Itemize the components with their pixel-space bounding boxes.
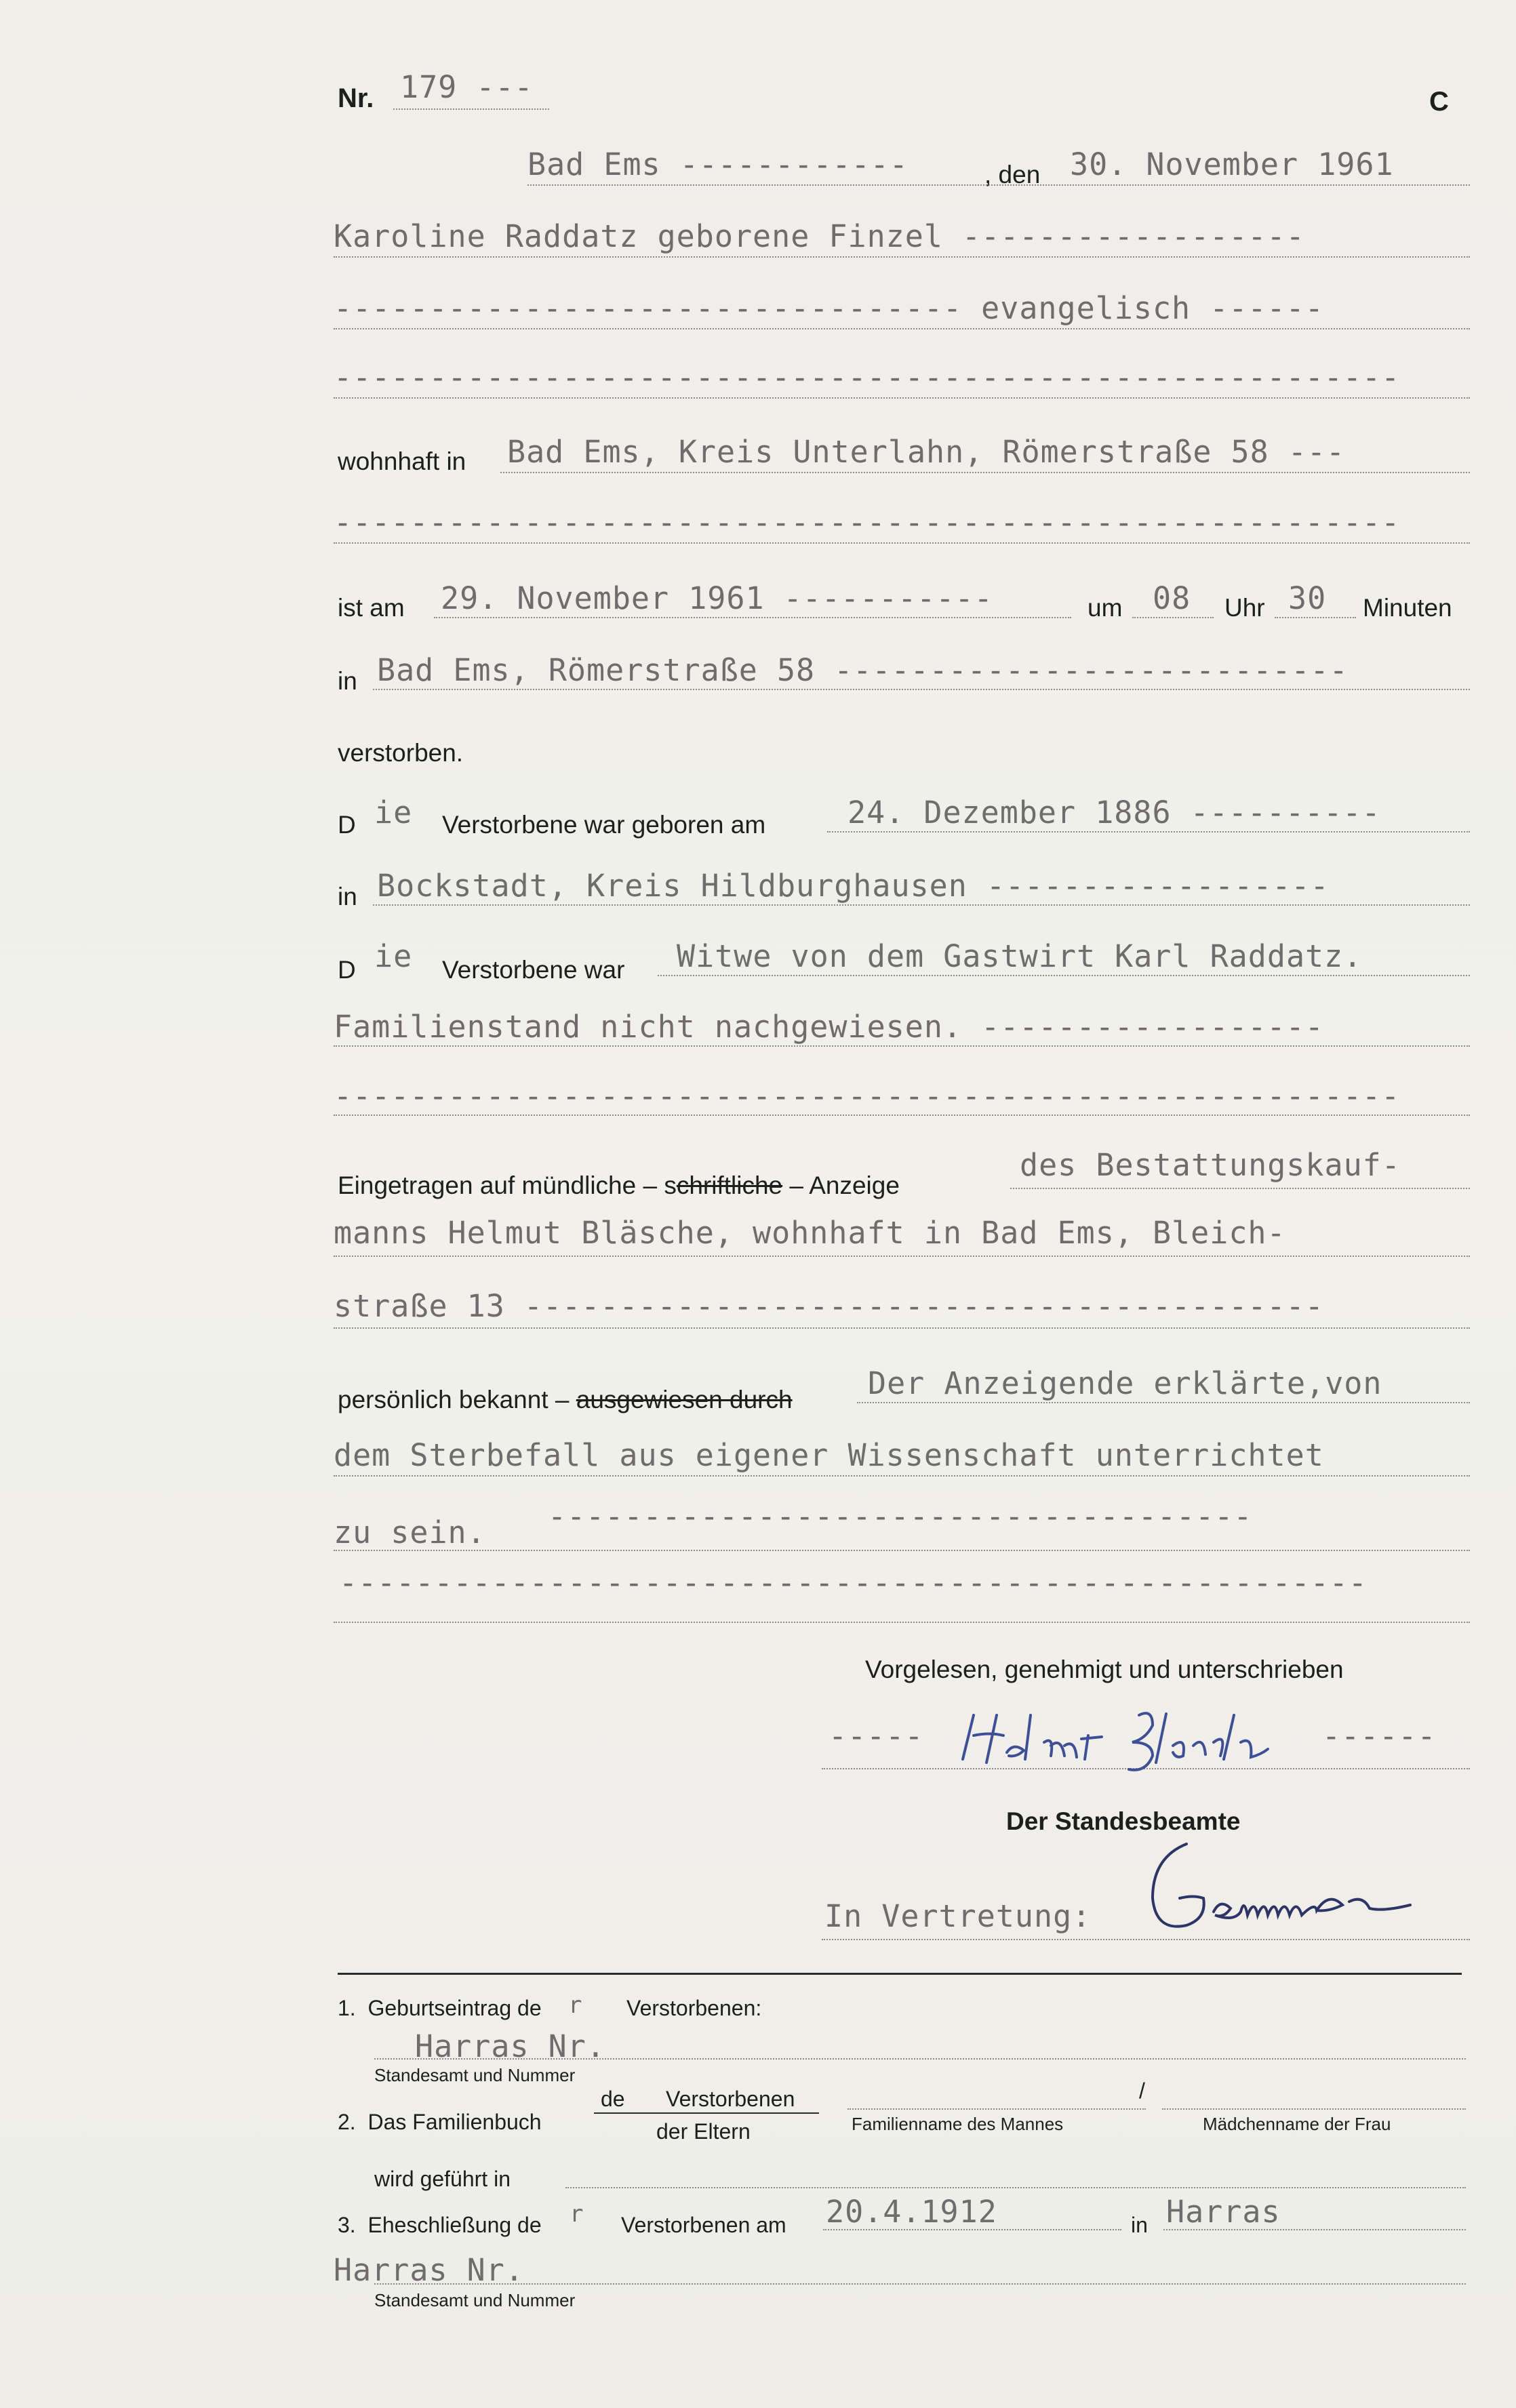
footer-item2-bottom: der Eltern [656, 2119, 751, 2144]
death-date: 29. November 1961 ----------- [441, 580, 993, 616]
footer-item3-place: Harras [1166, 2194, 1281, 2230]
death-hour-line [1132, 617, 1214, 618]
informant-label: Eingetragen auf mündliche – schriftliche – Anzeige [338, 1171, 900, 1199]
identification-value4: ------------------------------------------------------ [339, 1565, 1368, 1601]
signature-dashes-right: ------ [1322, 1718, 1437, 1754]
informant-value1: des Bestattungskauf- [1020, 1147, 1401, 1183]
birth-in-label: in [338, 883, 357, 910]
informant-value2: manns Helmut Bläsche, wohnhaft in Bad Ems, Bleich- [334, 1215, 1286, 1251]
death-place-line [373, 689, 1470, 690]
birth-label: Verstorbene war geboren am [442, 811, 766, 839]
footer-item1-value: Harras Nr. [415, 2028, 605, 2064]
footer-item2-label: 2. Das Familienbuch [338, 2110, 542, 2134]
minuten-label: Minuten [1363, 594, 1452, 622]
identification-value1: Der Anzeigende erklärte,von [868, 1365, 1382, 1401]
religion-underline [334, 328, 1470, 329]
footer-item3-place-line [1163, 2229, 1466, 2230]
residence-value: Bad Ems, Kreis Unterlahn, Römerstraße 58 --- [507, 434, 1346, 470]
informant-signature [949, 1695, 1329, 1783]
footer-item2-top: de [601, 2087, 625, 2111]
footer-item1-caption: Standesamt und Nummer [374, 2065, 576, 2085]
footer-item3-date: 20.4.1912 [826, 2194, 997, 2230]
residence-continuation: -------------------------------------------------------- [334, 504, 1401, 540]
death-place: Bad Ems, Römerstraße 58 --------------------------- [377, 652, 1349, 688]
signature-dashes-left: ----- [829, 1718, 924, 1754]
footer-item2-b-label: wird geführt in [374, 2167, 511, 2191]
death-minutes-line [1275, 617, 1356, 618]
identification-line3 [334, 1550, 1470, 1551]
footer-item3-line [374, 2283, 1466, 2285]
death-date-line [434, 617, 1071, 618]
footer-item3-label-a: 3. Eheschließung de [338, 2213, 542, 2237]
marital-line [658, 975, 1470, 976]
nr-label: Nr. [338, 83, 374, 113]
footer-item2-fraction [594, 2112, 819, 2114]
footer-item1-line [374, 2058, 1466, 2060]
identification-value2: dem Sterbefall aus eigener Wissenschaft unterrichtet [334, 1437, 1324, 1473]
place-date-line [527, 184, 1470, 186]
read-approved-text: Vorgelesen, genehmigt und unterschrieben [865, 1656, 1344, 1683]
entry-number-line [393, 108, 549, 110]
blank-underline [334, 397, 1470, 399]
informant-line1 [1010, 1188, 1470, 1189]
residence-label: wohnhaft in [338, 447, 466, 475]
residence-line [500, 472, 1470, 473]
footer-item1-fill: r [568, 1992, 583, 2019]
marital-line2-underline [334, 1045, 1470, 1047]
birth-d-fill: ie [374, 795, 413, 830]
identification-line4 [334, 1622, 1470, 1623]
birth-place-line [373, 904, 1470, 906]
um-label: um [1088, 594, 1123, 622]
residence-continuation-line [334, 542, 1470, 544]
place-value: Bad Ems ------------ [527, 146, 909, 182]
footer-item2-caption-b: Mädchenname der Frau [1203, 2114, 1391, 2134]
marital-value: Witwe von dem Gastwirt Karl Raddatz. [677, 938, 1363, 974]
informant-value3: straße 13 ------------------------------------------ [334, 1288, 1324, 1324]
identification-line1 [857, 1402, 1470, 1403]
informant-line3 [334, 1327, 1470, 1329]
identification-value3-start: zu sein. [334, 1514, 486, 1550]
deputy-label: In Vertretung: [824, 1898, 1092, 1934]
footer-separator [338, 1973, 1462, 1975]
marital-line3: -------------------------------------------------------- [334, 1078, 1401, 1114]
blank-line: -------------------------------------------------------- [334, 359, 1401, 395]
marital-line2: Familienstand nicht nachgewiesen. ------------------ [334, 1009, 1324, 1045]
verstorben-label: verstorben. [338, 739, 464, 767]
death-minutes: 30 [1288, 580, 1327, 616]
footer-item2-slash: / [1139, 2079, 1145, 2103]
footer-item1-label-a: 1. Geburtseintrag de [338, 1996, 542, 2020]
identification-line2 [334, 1475, 1470, 1477]
footer-item2-surname-line [847, 2108, 1146, 2110]
marital-label: Verstorbene war [442, 956, 625, 984]
name-line [334, 256, 1470, 258]
registrar-label: Der Standesbeamte [1006, 1807, 1241, 1835]
deceased-name: Karoline Raddatz geborene Finzel ------------------ [334, 218, 1305, 254]
entry-number: 179 --- [400, 69, 534, 105]
marital-line3-underline [334, 1115, 1470, 1116]
footer-item2-caption-a: Familienname des Mannes [852, 2114, 1064, 2134]
footer-item2-top-b: Verstorbenen [666, 2087, 795, 2111]
uhr-label: Uhr [1224, 594, 1265, 622]
corner-letter: C [1429, 87, 1449, 117]
birth-place: Bockstadt, Kreis Hildburghausen ------------------ [377, 868, 1330, 904]
death-ist-am-label: ist am [338, 594, 405, 622]
religion-line: --------------------------------- evangelisch ------ [334, 290, 1324, 326]
footer-item3-value: Harras Nr. [334, 2252, 524, 2288]
footer-item2-b-line [565, 2187, 1466, 2188]
birth-date: 24. Dezember 1886 ---------- [847, 795, 1381, 830]
birth-d-label: D [338, 811, 356, 839]
marital-d-label: D [338, 956, 356, 984]
identification-label: persönlich bekannt – ausgewiesen durch [338, 1386, 793, 1413]
footer-item3-caption: Standesamt und Nummer [374, 2290, 576, 2310]
birth-date-line [827, 831, 1470, 832]
registrar-signature [1139, 1830, 1424, 1952]
footer-item3-date-line [823, 2229, 1121, 2230]
footer-item3-in: in [1131, 2213, 1148, 2237]
den-label: , den [984, 161, 1041, 188]
death-in-label: in [338, 667, 357, 695]
date-value: 30. November 1961 [1070, 146, 1394, 182]
footer-item1-label-b: Verstorbenen: [626, 1996, 762, 2020]
footer-item3-fill: r [570, 2201, 584, 2228]
footer-item3-label-b: Verstorbenen am [621, 2213, 786, 2237]
identification-value3-dashes: ------------------------------------- [548, 1498, 1253, 1534]
footer-item2-maiden-line [1162, 2108, 1466, 2110]
death-hour: 08 [1153, 580, 1191, 616]
informant-line2 [334, 1256, 1470, 1257]
marital-d-fill: ie [374, 938, 413, 974]
